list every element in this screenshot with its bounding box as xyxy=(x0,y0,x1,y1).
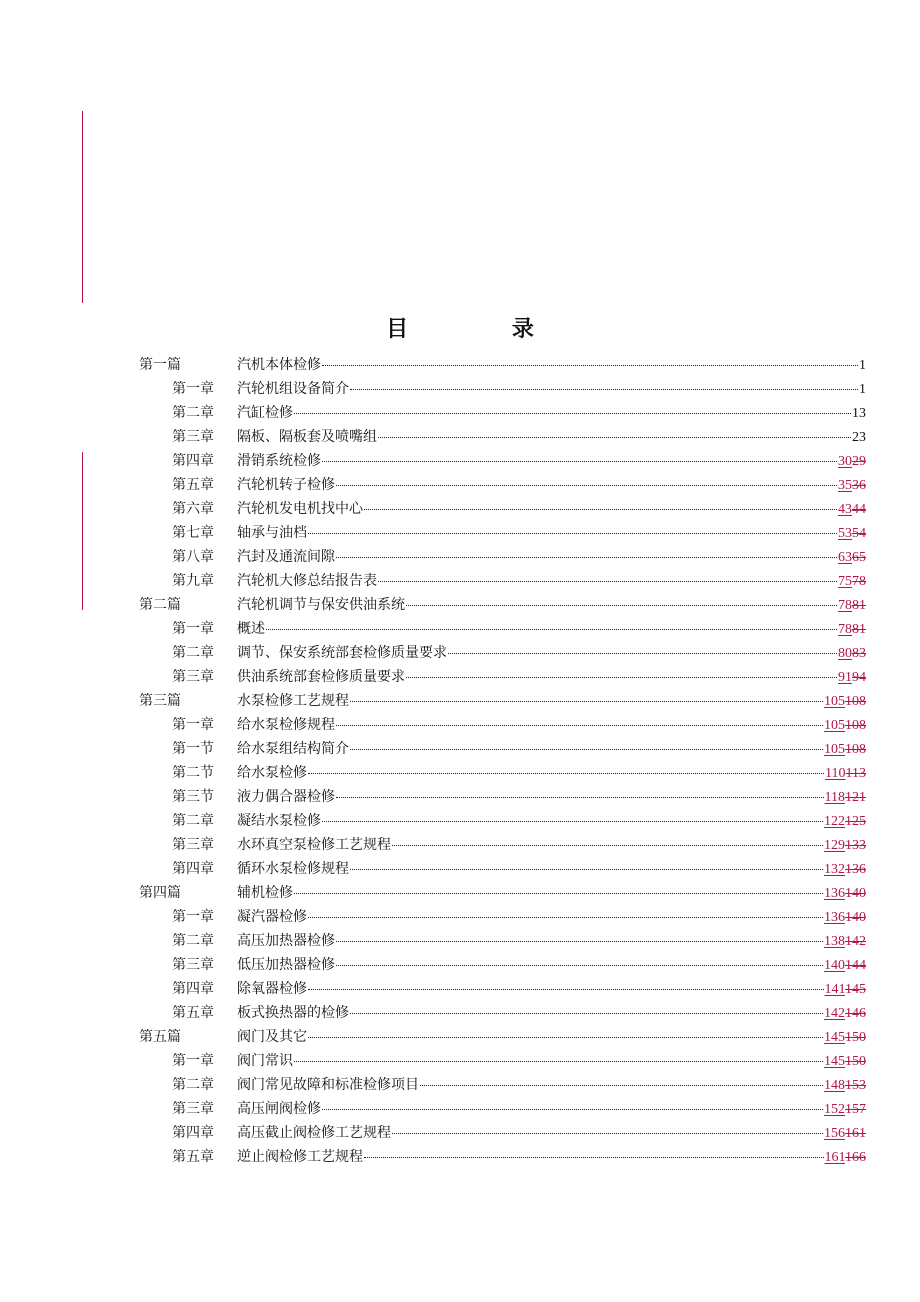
deleted-page-number: 142 xyxy=(845,934,866,949)
deleted-page-number: 54 xyxy=(852,526,866,541)
toc-entry-title[interactable]: 循环水泵检修规程 xyxy=(237,861,349,877)
toc-entry-title[interactable]: 汽轮机调节与保安供油系统 xyxy=(237,597,405,613)
toc-leader-dots xyxy=(322,807,823,822)
toc-entry-title[interactable]: 汽轮机转子检修 xyxy=(237,477,335,493)
toc-entry-label: 第四篇 xyxy=(139,885,181,901)
page-number: 1 xyxy=(859,358,866,373)
toc-page-number[interactable] xyxy=(825,762,866,786)
toc-entry-label: 第一章 xyxy=(172,381,214,397)
toc-entry-title[interactable]: 高压加热器检修 xyxy=(237,933,335,949)
toc-chapter-row[interactable] xyxy=(0,665,920,689)
toc-chapter-row[interactable] xyxy=(0,449,920,473)
revised-page-number: 141 xyxy=(824,982,845,997)
toc-chapter-row[interactable] xyxy=(0,833,920,857)
revised-page-number: 110 xyxy=(825,766,846,781)
toc-page-number[interactable] xyxy=(859,354,866,378)
toc-entry-label: 第三章 xyxy=(172,957,214,973)
toc-leader-dots xyxy=(336,783,824,798)
toc-chapter-row[interactable] xyxy=(0,377,920,401)
toc-entry-label: 第三节 xyxy=(172,789,214,805)
toc-entry-title[interactable]: 高压截止阀检修工艺规程 xyxy=(237,1125,391,1141)
revised-page-number: 145 xyxy=(824,1054,845,1069)
toc-entry-title[interactable]: 汽轮机大修总结报告表 xyxy=(237,573,377,589)
toc-entry-title[interactable]: 汽轮机发电机找中心 xyxy=(237,501,363,517)
toc-chapter-row[interactable] xyxy=(0,473,920,497)
toc-chapter-row[interactable] xyxy=(0,497,920,521)
toc-chapter-row[interactable] xyxy=(0,425,920,449)
toc-page-number[interactable] xyxy=(838,522,866,546)
deleted-page-number: 161 xyxy=(845,1126,866,1141)
toc-entry-label: 第二章 xyxy=(172,933,214,949)
toc-page-number[interactable] xyxy=(838,642,866,666)
toc-entry-label: 第一章 xyxy=(172,909,214,925)
deleted-page-number: 150 xyxy=(845,1030,866,1045)
toc-leader-dots xyxy=(392,831,823,846)
toc-chapter-row[interactable] xyxy=(0,1097,920,1121)
deleted-page-number: 144 xyxy=(845,958,866,973)
toc-chapter-row[interactable] xyxy=(0,1121,920,1145)
toc-entry-label: 第五章 xyxy=(172,1005,214,1021)
toc-chapter-row[interactable] xyxy=(0,905,920,929)
revised-page-number: 156 xyxy=(824,1126,845,1141)
toc-entry-title[interactable]: 板式换热器的检修 xyxy=(237,1005,349,1021)
toc-leader-dots xyxy=(420,1071,823,1086)
toc-entry-label: 第一节 xyxy=(172,741,214,757)
toc-page-number[interactable] xyxy=(838,498,866,522)
toc-page-number[interactable] xyxy=(824,1098,866,1122)
toc-leader-dots xyxy=(308,903,823,918)
deleted-page-number: 36 xyxy=(852,478,866,493)
toc-entry-label: 第一章 xyxy=(172,621,214,637)
deleted-page-number: 108 xyxy=(845,694,866,709)
toc-leader-dots xyxy=(406,591,837,606)
toc-chapter-row[interactable] xyxy=(0,569,920,593)
deleted-page-number: 166 xyxy=(845,1150,866,1165)
toc-chapter-row[interactable] xyxy=(0,1145,920,1169)
toc-entry-title[interactable]: 阀门常见故障和标准检修项目 xyxy=(237,1077,419,1093)
toc-entry-title[interactable]: 汽机本体检修 xyxy=(237,357,321,373)
deleted-page-number: 44 xyxy=(852,502,866,517)
toc-leader-dots xyxy=(336,471,837,486)
toc-page-number[interactable] xyxy=(838,474,866,498)
toc-leader-dots xyxy=(392,1119,823,1134)
toc-entry-label: 第八章 xyxy=(172,549,214,565)
deleted-page-number: 133 xyxy=(845,838,866,853)
revised-page-number: 136 xyxy=(824,886,845,901)
revision-margin-bar xyxy=(82,111,83,303)
toc-leader-dots xyxy=(308,519,837,534)
toc-part-row[interactable] xyxy=(0,593,920,617)
toc-leader-dots xyxy=(364,495,837,510)
deleted-page-number: 94 xyxy=(852,670,866,685)
toc-leader-dots xyxy=(350,687,823,702)
toc-entry-title[interactable]: 滑销系统检修 xyxy=(237,453,321,469)
toc-entry-label: 第三章 xyxy=(172,429,214,445)
toc-page-number[interactable] xyxy=(824,834,866,858)
toc-page-number[interactable] xyxy=(859,378,866,402)
toc-page-number[interactable] xyxy=(824,1050,866,1074)
revised-page-number: 35 xyxy=(838,478,852,493)
toc-leader-dots xyxy=(364,1143,824,1158)
toc-entry-title[interactable]: 凝汽器检修 xyxy=(237,909,307,925)
deleted-page-number: 108 xyxy=(845,718,866,733)
deleted-page-number: 113 xyxy=(845,766,866,781)
toc-page-number[interactable] xyxy=(838,570,866,594)
toc-chapter-row[interactable] xyxy=(0,1073,920,1097)
toc-leader-dots xyxy=(322,351,858,366)
toc-page-number[interactable] xyxy=(838,666,866,690)
deleted-page-number: 125 xyxy=(845,814,866,829)
toc-page-number[interactable] xyxy=(838,546,866,570)
revised-page-number: 43 xyxy=(838,502,852,517)
toc-leader-dots xyxy=(336,927,823,942)
toc-leader-dots xyxy=(448,639,837,654)
deleted-page-number: 29 xyxy=(852,454,866,469)
toc-entry-title[interactable]: 阀门及其它 xyxy=(237,1029,307,1045)
toc-chapter-row[interactable] xyxy=(0,521,920,545)
toc-leader-dots xyxy=(308,975,824,990)
toc-page-number[interactable] xyxy=(838,450,866,474)
toc-leader-dots xyxy=(308,759,824,774)
deleted-page-number: 78 xyxy=(852,574,866,589)
toc-entry-label: 第二章 xyxy=(172,1077,214,1093)
page-number: 13 xyxy=(852,406,866,421)
toc-entry-title[interactable]: 凝结水泵检修 xyxy=(237,813,321,829)
toc-chapter-row[interactable] xyxy=(0,857,920,881)
toc-leader-dots xyxy=(350,855,823,870)
toc-entry-label: 第五篇 xyxy=(139,1029,181,1045)
revised-page-number: 105 xyxy=(824,718,845,733)
toc-entry-label: 第五章 xyxy=(172,1149,214,1165)
toc-entry-label: 第三章 xyxy=(172,1101,214,1117)
toc-entry-title[interactable]: 供油系统部套检修质量要求 xyxy=(237,669,405,685)
toc-entry-title[interactable]: 隔板、隔板套及喷嘴组 xyxy=(237,429,377,445)
toc-entry-label: 第六章 xyxy=(172,501,214,517)
toc-page-number[interactable] xyxy=(824,738,866,762)
deleted-page-number: 145 xyxy=(845,982,866,997)
deleted-page-number: 83 xyxy=(852,646,866,661)
toc-entry-title[interactable]: 除氧器检修 xyxy=(237,981,307,997)
deleted-page-number: 81 xyxy=(852,622,866,637)
toc-entry-title[interactable]: 轴承与油档 xyxy=(237,525,307,541)
toc-chapter-row[interactable] xyxy=(0,617,920,641)
deleted-page-number: 136 xyxy=(845,862,866,877)
toc-page-number[interactable] xyxy=(824,858,866,882)
toc-chapter-row[interactable] xyxy=(0,929,920,953)
revised-page-number: 78 xyxy=(838,622,852,637)
revised-page-number: 132 xyxy=(824,862,845,877)
deleted-page-number: 153 xyxy=(845,1078,866,1093)
toc-entry[interactable] xyxy=(237,1145,866,1170)
toc-leader-dots xyxy=(294,1047,823,1062)
revised-page-number: 142 xyxy=(824,1006,845,1021)
toc-chapter-row[interactable] xyxy=(0,401,920,425)
toc-entry-title[interactable]: 给水泵检修 xyxy=(237,765,307,781)
toc-leader-dots xyxy=(336,711,823,726)
toc-entry-label: 第三篇 xyxy=(139,693,181,709)
deleted-page-number: 108 xyxy=(845,742,866,757)
toc-leader-dots xyxy=(378,567,837,582)
toc-chapter-row[interactable] xyxy=(0,785,920,809)
toc-entry-title[interactable]: 低压加热器检修 xyxy=(237,957,335,973)
toc-page-number[interactable] xyxy=(852,402,866,426)
toc-page-number[interactable] xyxy=(824,714,866,738)
toc-entry-title[interactable]: 逆止阀检修工艺规程 xyxy=(237,1149,363,1165)
toc-entry-title[interactable]: 汽缸检修 xyxy=(237,405,293,421)
toc-page-number[interactable] xyxy=(824,1122,866,1146)
toc-leader-dots xyxy=(322,447,837,462)
toc-page-number[interactable] xyxy=(825,1146,866,1170)
toc-part-row[interactable] xyxy=(0,689,920,713)
toc-page-number[interactable] xyxy=(824,906,866,930)
revised-page-number: 78 xyxy=(838,598,852,613)
toc-chapter-row[interactable] xyxy=(0,641,920,665)
toc-page-number[interactable] xyxy=(825,978,866,1002)
toc-entry-label: 第一章 xyxy=(172,1053,214,1069)
toc-entry-label: 第四章 xyxy=(172,453,214,469)
revised-page-number: 30 xyxy=(838,454,852,469)
toc-chapter-row[interactable] xyxy=(0,761,920,785)
toc-entry-label: 第二章 xyxy=(172,645,214,661)
revised-page-number: 75 xyxy=(838,574,852,589)
toc-chapter-row[interactable] xyxy=(0,737,920,761)
toc-entry-label: 第二篇 xyxy=(139,597,181,613)
toc-entry-label: 第七章 xyxy=(172,525,214,541)
deleted-page-number: 157 xyxy=(845,1102,866,1117)
revised-page-number: 140 xyxy=(824,958,845,973)
toc-entry-title[interactable]: 水环真空泵检修工艺规程 xyxy=(237,837,391,853)
toc-leader-dots xyxy=(308,1023,823,1038)
toc-chapter-row[interactable] xyxy=(0,977,920,1001)
toc-chapter-row[interactable] xyxy=(0,953,920,977)
toc-leader-dots xyxy=(266,615,837,630)
page-number: 23 xyxy=(852,430,866,445)
toc-entry-label: 第四章 xyxy=(172,981,214,997)
toc-entry-title[interactable]: 调节、保安系统部套检修质量要求 xyxy=(237,645,447,661)
toc-entry-label: 第五章 xyxy=(172,477,214,493)
toc-entry-label: 第二章 xyxy=(172,405,214,421)
toc-leader-dots xyxy=(350,999,823,1014)
deleted-page-number: 65 xyxy=(852,550,866,565)
toc-entry-title[interactable]: 给水泵组结构简介 xyxy=(237,741,349,757)
revised-page-number: 145 xyxy=(824,1030,845,1045)
deleted-page-number: 140 xyxy=(845,886,866,901)
toc-title: 目 录 xyxy=(386,317,582,342)
toc-leader-dots xyxy=(350,735,823,750)
toc-entry-title[interactable]: 液力偶合器检修 xyxy=(237,789,335,805)
deleted-page-number: 81 xyxy=(852,598,866,613)
revised-page-number: 148 xyxy=(824,1078,845,1093)
toc-page-number[interactable] xyxy=(824,930,866,954)
toc-part-row[interactable] xyxy=(0,881,920,905)
toc-entry-title[interactable]: 概述 xyxy=(237,621,265,637)
toc-entry-title[interactable]: 汽封及通流间隙 xyxy=(237,549,335,565)
page-number: 1 xyxy=(859,382,866,397)
toc-entry-title[interactable]: 高压闸阀检修 xyxy=(237,1101,321,1117)
toc-leader-dots xyxy=(336,951,823,966)
toc-page-number[interactable] xyxy=(824,882,866,906)
toc-chapter-row[interactable] xyxy=(0,809,920,833)
toc-entry-label: 第四章 xyxy=(172,861,214,877)
revised-page-number: 80 xyxy=(838,646,852,661)
toc-entry-label: 第一章 xyxy=(172,717,214,733)
toc-entry-label: 第一篇 xyxy=(139,357,181,373)
revised-page-number: 118 xyxy=(824,790,845,805)
toc-entry-title[interactable]: 阀门常识 xyxy=(237,1053,293,1069)
toc-page-number[interactable] xyxy=(852,426,866,450)
toc-chapter-row[interactable] xyxy=(0,713,920,737)
toc-entry-title[interactable]: 水泵检修工艺规程 xyxy=(237,693,349,709)
toc-chapter-row[interactable] xyxy=(0,1049,920,1073)
toc-page-number[interactable] xyxy=(825,786,866,810)
table-of-contents xyxy=(0,353,920,1169)
toc-page-number[interactable] xyxy=(824,690,866,714)
revised-page-number: 152 xyxy=(824,1102,845,1117)
revised-page-number: 161 xyxy=(824,1150,845,1165)
toc-page-number[interactable] xyxy=(824,810,866,834)
toc-entry-label: 第三章 xyxy=(172,669,214,685)
toc-entry-title[interactable]: 辅机检修 xyxy=(237,885,293,901)
toc-leader-dots xyxy=(336,543,837,558)
toc-leader-dots xyxy=(378,423,851,438)
toc-page-number[interactable] xyxy=(824,1002,866,1026)
revised-page-number: 63 xyxy=(838,550,852,565)
toc-chapter-row[interactable] xyxy=(0,545,920,569)
toc-entry-label: 第三章 xyxy=(172,837,214,853)
toc-page-number[interactable] xyxy=(838,594,866,618)
toc-leader-dots xyxy=(294,399,851,414)
toc-page-number[interactable] xyxy=(824,954,866,978)
toc-entry-title[interactable]: 给水泵检修规程 xyxy=(237,717,335,733)
deleted-page-number: 150 xyxy=(845,1054,866,1069)
revised-page-number: 138 xyxy=(824,934,845,949)
toc-part-row[interactable] xyxy=(0,1025,920,1049)
deleted-page-number: 146 xyxy=(845,1006,866,1021)
revised-page-number: 129 xyxy=(824,838,845,853)
toc-chapter-row[interactable] xyxy=(0,1001,920,1025)
toc-entry-title[interactable]: 汽轮机组设备简介 xyxy=(237,381,349,397)
revised-page-number: 53 xyxy=(838,526,852,541)
toc-page-number[interactable] xyxy=(838,618,866,642)
revised-page-number: 122 xyxy=(824,814,845,829)
toc-leader-dots xyxy=(294,879,823,894)
toc-part-row[interactable] xyxy=(0,353,920,377)
deleted-page-number: 140 xyxy=(845,910,866,925)
toc-entry-label: 第九章 xyxy=(172,573,214,589)
toc-entry-label: 第四章 xyxy=(172,1125,214,1141)
toc-leader-dots xyxy=(406,663,837,678)
revised-page-number: 136 xyxy=(824,910,845,925)
toc-leader-dots xyxy=(322,1095,823,1110)
toc-page-number[interactable] xyxy=(824,1074,866,1098)
toc-entry-label: 第二章 xyxy=(172,813,214,829)
toc-page-number[interactable] xyxy=(824,1026,866,1050)
revised-page-number: 91 xyxy=(838,670,852,685)
toc-entry-label: 第二节 xyxy=(172,765,214,781)
revised-page-number: 105 xyxy=(824,694,845,709)
deleted-page-number: 121 xyxy=(845,790,866,805)
revised-page-number: 105 xyxy=(824,742,845,757)
toc-leader-dots xyxy=(350,375,858,390)
